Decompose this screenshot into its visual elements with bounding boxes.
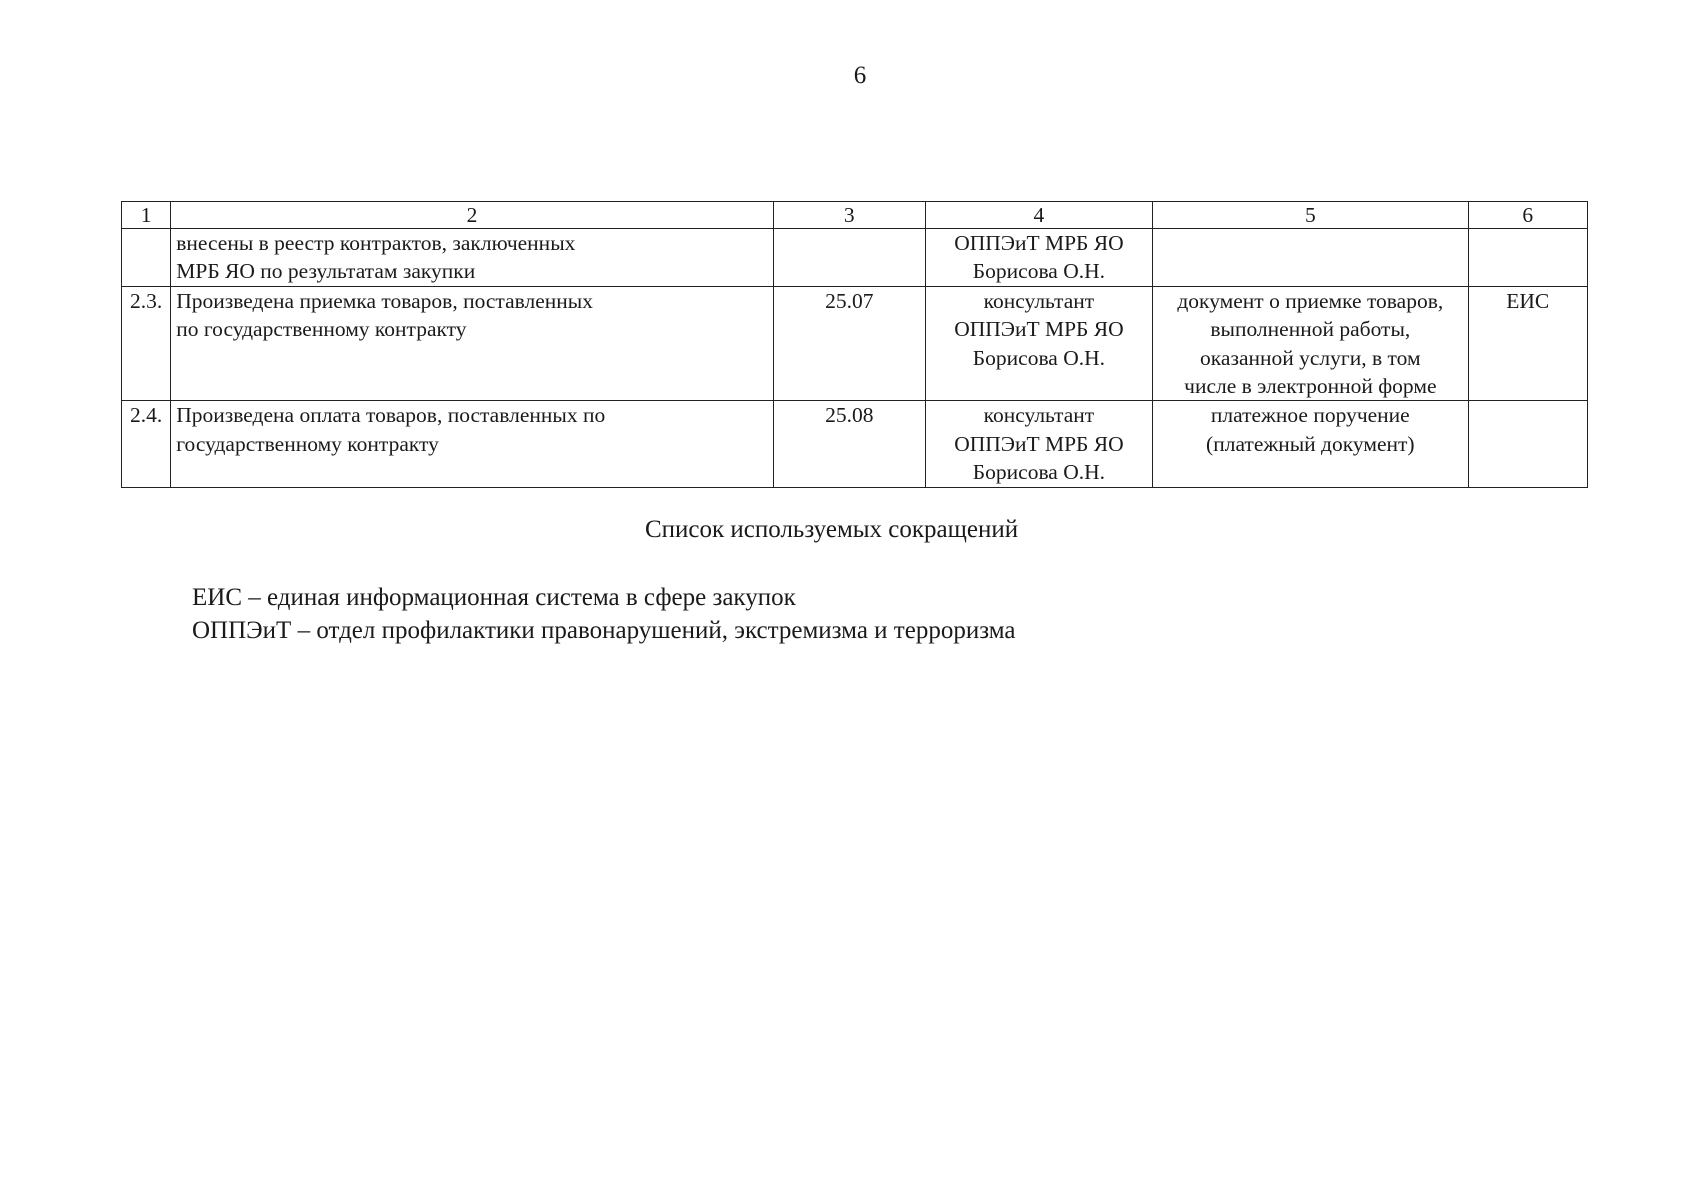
responsible-line: Борисова О.Н. [972,259,1106,284]
responsible-line: ОППЭиТ МРБ ЯО [954,431,1124,456]
responsible-cell [925,401,1152,487]
document-cell [1153,286,1468,401]
description-cell [171,401,774,487]
document-line: платежное поручение [1210,403,1410,428]
document-cell [1153,401,1468,487]
description-line: Произведена приемка товаров, поставленных [176,288,593,313]
table-row [122,229,1588,287]
responsible-line: консультант [983,403,1095,428]
header-cell: 4 [925,202,1152,229]
row-number-cell: 2.3. [122,286,171,401]
description-line: государственному контракту [176,431,439,456]
table-row [122,401,1588,487]
description-cell [171,229,774,287]
row-number-cell [122,229,171,287]
header-cell: 6 [1468,202,1587,229]
date-cell: 25.07 [773,286,925,401]
source-cell [1468,401,1587,487]
table-header-row [122,202,1588,229]
document-line: документ о приемке товаров, [1177,288,1444,313]
responsible-line: Борисова О.Н. [972,345,1106,370]
description-line: Произведена оплата товаров, поставленных по [176,403,606,428]
header-cell: 5 [1153,202,1468,229]
row-number-cell: 2.4. [122,401,171,487]
source-cell [1468,229,1587,287]
description-line: внесены в реестр контрактов, заключенных [176,231,576,255]
responsible-cell [925,229,1152,287]
table-row [122,286,1588,401]
responsible-line: ОППЭиТ МРБ ЯО [954,317,1124,342]
description-line: МРБ ЯО по результатам закупки [176,259,476,284]
document-line: (платежный документ) [1206,431,1415,456]
date-cell: 25.08 [773,401,925,487]
document-line: оказанной услуги, в том [1200,345,1421,370]
source-cell: ЕИС [1468,286,1587,401]
responsible-cell [925,286,1152,401]
abbreviations-title: Список используемых сокращений [645,516,1019,543]
plan-table [121,201,1588,488]
abbreviation-item: ОППЭиТ – отдел профилактики правонарушений, экстремизма и терроризма [192,617,1016,644]
responsible-line: Борисова О.Н. [972,460,1106,485]
document-line: числе в электронной форме [1184,374,1437,399]
abbreviation-item: ЕИС – единая информационная система в сфере закупок [192,584,796,611]
responsible-line: консультант [983,288,1095,313]
header-cell: 2 [171,202,774,229]
document-cell [1153,229,1468,287]
date-cell [773,229,925,287]
description-line: по государственному контракту [176,317,467,342]
abbreviations-list [192,581,1015,647]
document-line: выполненной работы, [1210,317,1411,342]
header-cell: 1 [122,202,171,229]
description-cell [171,286,774,401]
header-cell: 3 [773,202,925,229]
responsible-line: ОППЭиТ МРБ ЯО [954,231,1124,255]
page-number: 6 [853,62,867,89]
